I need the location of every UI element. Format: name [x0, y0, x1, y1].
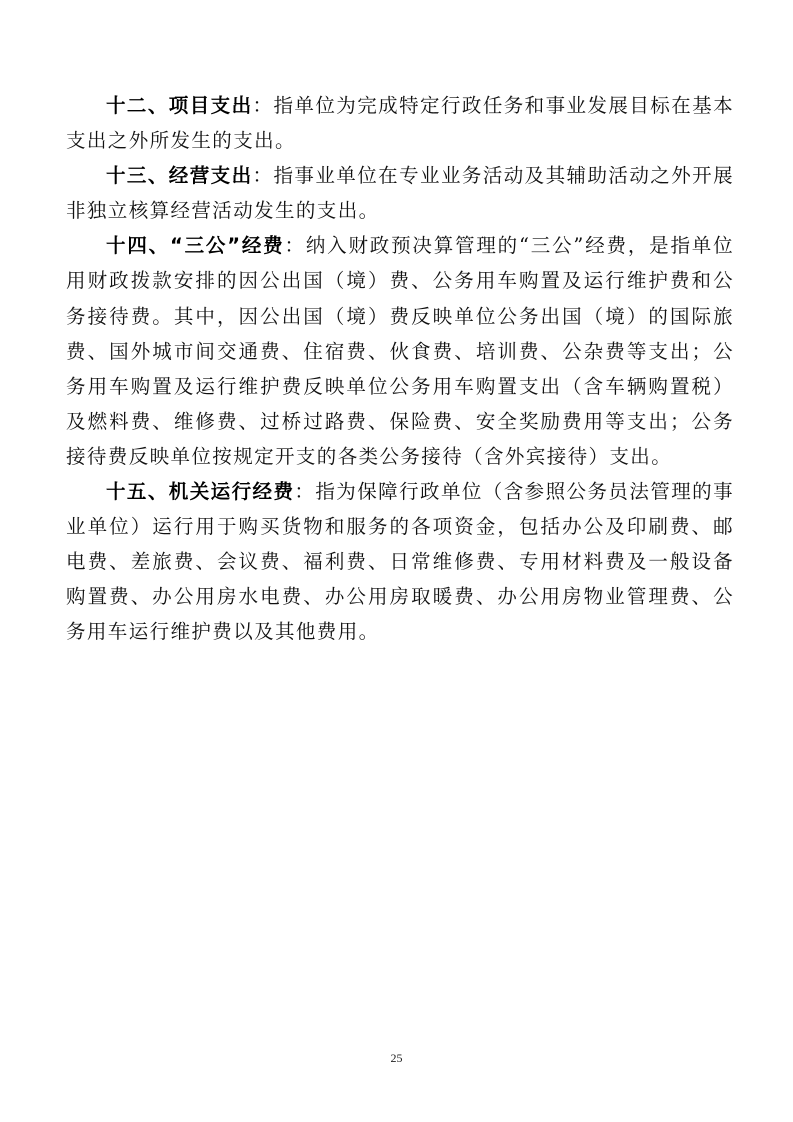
term-agency-operating-expenses: 十五、机关运行经费 — [106, 480, 295, 504]
term-separator: ： — [252, 94, 274, 117]
term-project-expenditure: 十二、项目支出 — [106, 94, 253, 117]
definition-agency-operating-expenses: 指为保障行政单位（含参照公务员法管理的事业单位）运行用于购买货物和服务的各项资金，包括办公及印刷费、邮电费、差旅费、会议费、福利费、日常维修费、专用材料费及一般设备购置费、办公用房水电费、办公用房取暖费、办公用房物业管理费、公务用车运行维护费以及其他费用。 — [66, 480, 734, 644]
paragraph-agency-operating-expenses — [66, 474, 734, 649]
paragraph-three-public-expenses — [66, 228, 734, 474]
definition-project-expenditure: 指单位为完成特定行政任务和事业发展目标在基本支出之外所发生的支出。 — [66, 94, 734, 153]
term-operating-expenditure: 十三、经营支出 — [106, 164, 253, 188]
paragraph-operating-expenditure — [66, 158, 734, 228]
term-separator: ： — [294, 480, 316, 504]
definition-operating-expenditure: 指事业单位在专业业务活动及其辅助活动之外开展非独立核算经营活动发生的支出。 — [66, 164, 734, 223]
term-separator: ： — [252, 164, 274, 188]
definitions-section — [66, 88, 734, 650]
term-separator: ： — [284, 234, 306, 258]
term-three-public-expenses: 十四、“三公”经费 — [106, 234, 285, 258]
definition-three-public-expenses: 纳入财政预决算管理的“三公”经费，是指单位用财政拨款安排的因公出国（境）费、公务用车购置及运行维护费和公务接待费。其中，因公出国（境）费反映单位公务出国（境）的国际旅费、国外城市间交通费、住宿费、伙食费、培训费、公杂费等支出；公务用车购置及运行维护费反映单位公务用车购置支出（含车辆购置税）及燃料费、维修费、过桥过路费、保险费、安全奖励费用等支出；公务接待费反映单位按规定开支的各类公务接待（含外宾接待）支出。 — [66, 234, 735, 468]
page-number: 25 — [390, 1051, 403, 1065]
paragraph-project-expenditure — [66, 88, 734, 158]
